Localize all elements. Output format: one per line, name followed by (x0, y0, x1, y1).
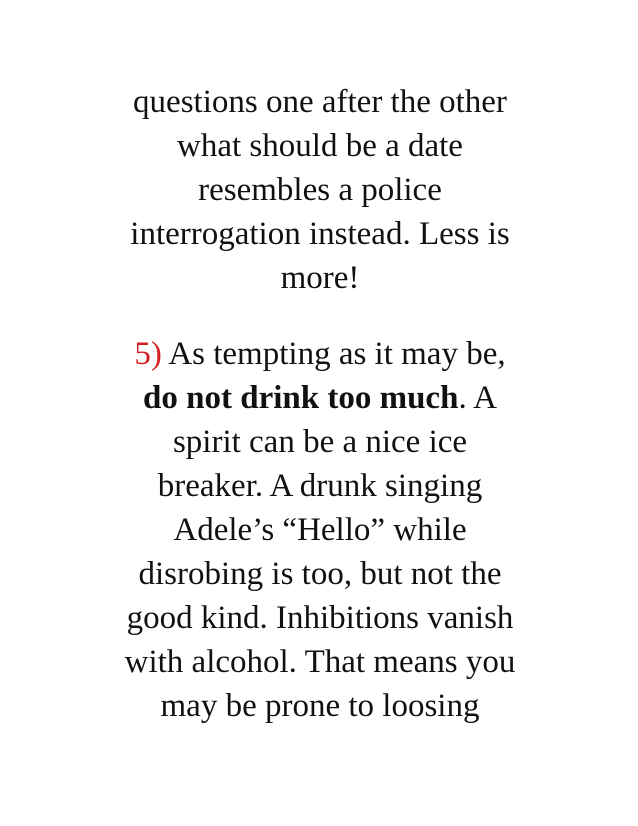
text-line (92, 332, 548, 376)
text-line: breaker. A drunk singing (157, 468, 483, 504)
text-line: may be prone to loosing (160, 688, 480, 724)
tip-5-paragraph (92, 332, 548, 728)
text-line: resembles a police (198, 172, 442, 208)
text-line: more! (280, 260, 360, 296)
text-line: good kind. Inhibitions vanish (126, 600, 514, 636)
text-fragment: . A (458, 380, 497, 416)
text-line: what should be a date (177, 128, 463, 164)
text-line (92, 376, 548, 420)
text-line: Adele’s “Hello” while (173, 512, 467, 548)
text-line: disrobing is too, but not the (138, 556, 502, 592)
text-line: questions one after the other (133, 84, 507, 120)
text-fragment: As tempting as it may be, (161, 336, 506, 372)
paragraph-continuation (92, 80, 548, 300)
text-line: spirit can be a nice ice (172, 424, 468, 460)
item-number: 5) (134, 336, 162, 372)
text-line: interrogation instead. Less is (130, 216, 510, 252)
bold-phrase: do not drink too much (143, 380, 459, 416)
text-line: with alcohol. That means you (124, 644, 516, 680)
